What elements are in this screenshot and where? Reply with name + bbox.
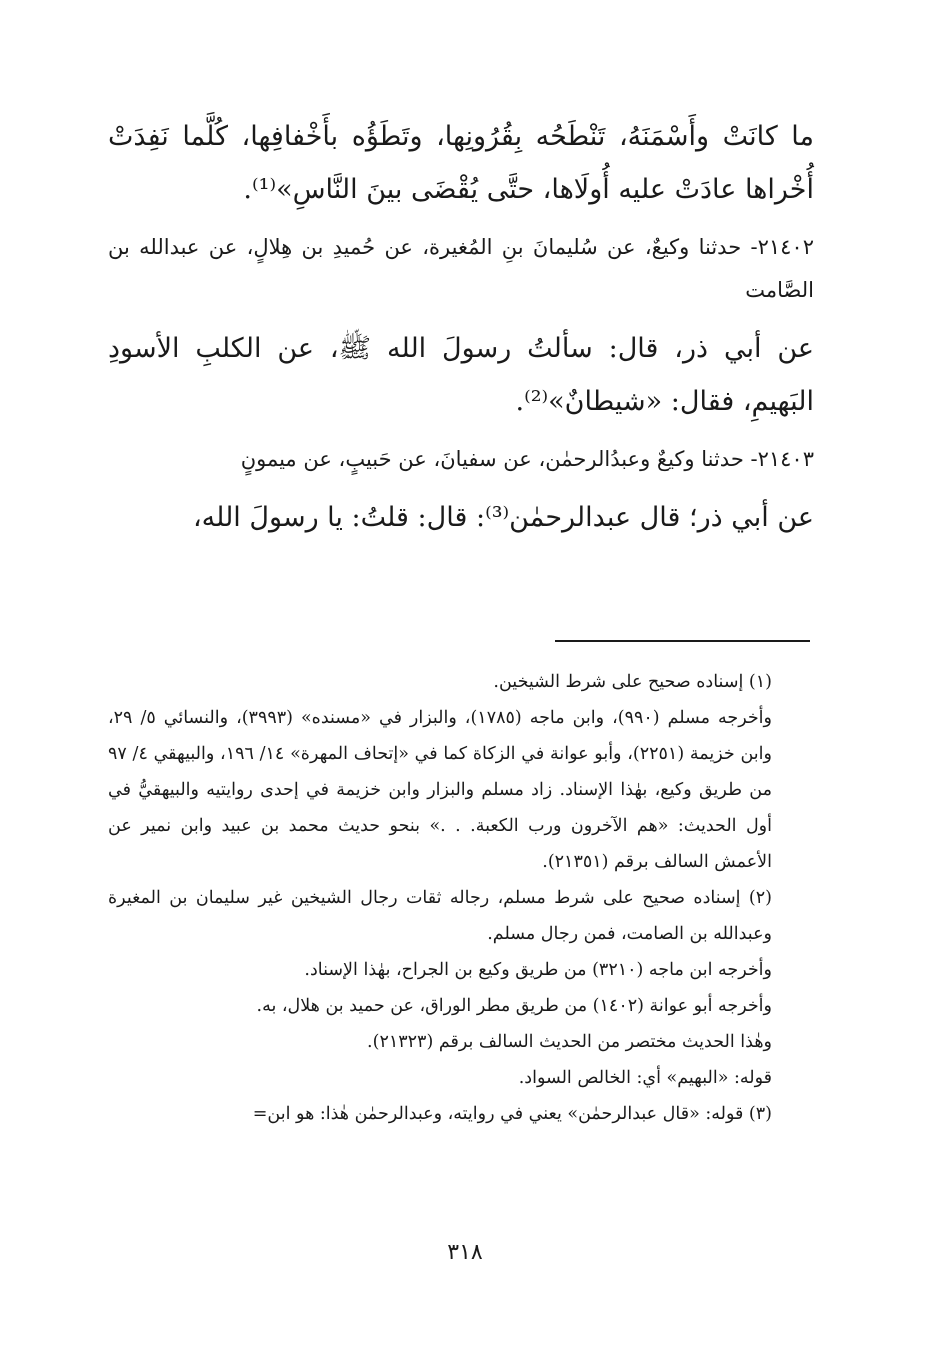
footnote-1-grading: (١) إسناده صحيح على شرط الشيخين. <box>493 672 772 692</box>
footnote-2-gloss: قوله: «البهيم» أي: الخالص السواد. <box>518 1068 772 1088</box>
page-number: ٣١٨ <box>447 1240 483 1265</box>
hadith-isnad-21403: ٢١٤٠٣- حدثنا وكيعٌ وعبدُالرحمٰن، عن سفيانَ، عن حَبيبٍ، عن ميمونٍ <box>240 447 814 471</box>
footnote-2-grading: (٢) إسناده صحيح على شرط مسلم، رجاله ثقات رجال الشيخين غير سليمان بن المغيرة وعبدالله بن الصامت، فمن رجال مسلم. <box>108 888 772 944</box>
hadith-isnad-21402: ٢١٤٠٢- حدثنا وكيعٌ، عن سُليمانَ بنِ المُغيرة، عن حُميدِ بن هِلالٍ، عن عبدالله بن الصَّامت <box>108 235 814 302</box>
main-text <box>108 110 814 554</box>
footnote-3: (٣) قوله: «قال عبدالرحمٰن» يعني في روايته، وعبدالرحمٰن هٰذا: هو ابن= <box>252 1104 772 1124</box>
hadith-text-continuation: ما كانَتْ وأَسْمَنَهُ، تَنْطَحُه بِقُرُونِها، وتَطَؤُه بأَخْفافِها، كُلَّما نَفِدَتْ أُخْراها عادَتْ عليه أُولَاها، حتَّى يُقْضَى بينَ النَّاسِ»⁽¹⁾. <box>108 121 814 205</box>
footnote-2-takhrij-b: وأخرجه أبو عوانة (١٤٠٢) من طريق مطر الوراق، عن حميد بن هلال، به. <box>256 996 772 1016</box>
hadith-text-21402: عن أبي ذر، قال: سألتُ رسولَ الله ﷺ، عن الكلبِ الأسودِ البَهيمِ، فقال: «شيطانٌ»⁽²⁾. <box>108 333 814 417</box>
footnote-1-takhrij: وأخرجه مسلم (٩٩٠)، وابن ماجه (١٧٨٥)، والبزار في «مسنده» (٣٩٩٣)، والنسائي ٥/ ٢٩، وابن خزيمة (٢٢٥١)، وأبو عوانة في الزكاة كما في «إتحاف المهرة» ١٤/ ١٩٦، والبيهقي ٤/ ٩٧ من طريق وكيع، بهٰذا الإسناد. زاد مسلم والبزار وابن خزيمة في إحدى روايتيه والبيهقيُّ في أول الحديث: «هم الآخرون ورب الكعبة. . .» بنحو حديث محمد بن عبيد وابن نمير عن الأعمش السالف برقم (٢١٣٥١). <box>108 708 772 872</box>
footnote-2-note: وهٰذا الحديث مختصر من الحديث السالف برقم (٢١٣٢٣). <box>367 1032 772 1052</box>
footnotes <box>108 664 814 1132</box>
hadith-text-21403: عن أبي ذر؛ قال عبدالرحمٰن⁽³⁾: قال: قلتُ: يا رسولَ الله، <box>192 502 814 533</box>
footnote-2-takhrij-a: وأخرجه ابن ماجه (٣٢١٠) من طريق وكيع بن الجراح، بهٰذا الإسناد. <box>304 960 772 980</box>
footnote-separator <box>555 640 810 642</box>
